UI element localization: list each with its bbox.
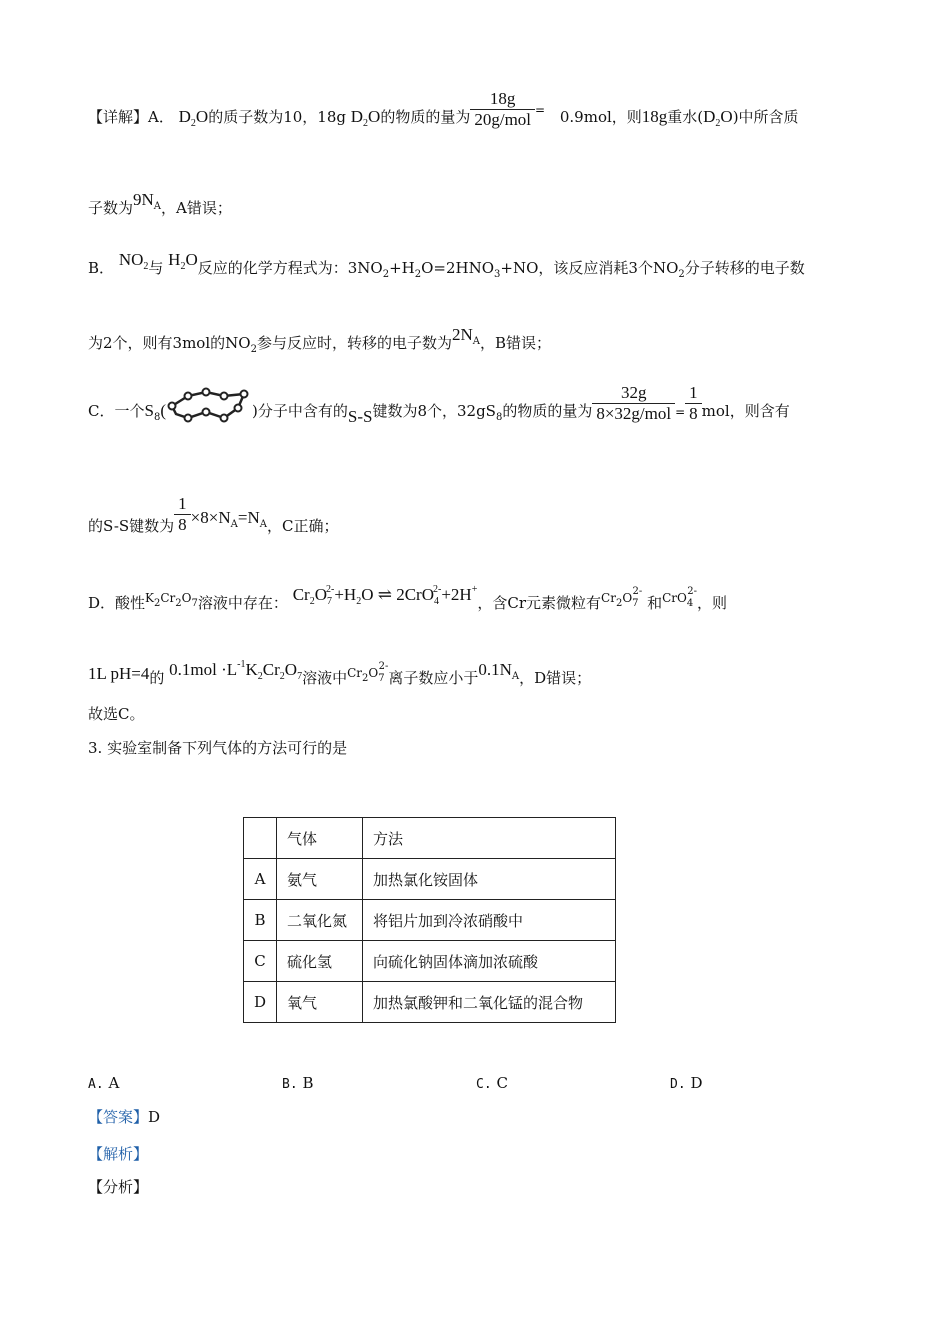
table-cell: 加热氯化铵固体 (363, 859, 616, 900)
table-header-method: 方法 (363, 818, 616, 859)
table-row (244, 941, 616, 982)
k2cr2o7-formula: K2Cr2O7 (145, 591, 198, 609)
s8-ring-structure-icon (166, 386, 252, 426)
question-text: 实验室制备下列气体的方法可行的是 (107, 739, 348, 757)
table-row (244, 859, 616, 900)
no2-formula: $NO_2$ (118, 250, 149, 272)
conclusion: 故选C。 (88, 705, 145, 723)
methods-table (243, 817, 616, 1023)
cr2o7-ion: Cr2O72- (347, 661, 389, 684)
answer-label: 【答案】 (88, 1108, 149, 1126)
table-cell: D (244, 982, 277, 1023)
option-d-label: D．酸性 (88, 594, 146, 612)
table-cell: 二氧化氮 (277, 900, 363, 941)
fraction-1-over-8: $\frac{1}{8}$ (685, 383, 702, 424)
option-a-label: A． (148, 108, 174, 126)
table-cell: 硫化氢 (277, 941, 363, 982)
table-cell: B (244, 900, 277, 941)
table-cell: 氧气 (277, 982, 363, 1023)
table-header-gas: 气体 (277, 818, 363, 859)
detail-d-line1: D．酸性$^{K_2Cr_2O_7}$溶液中存在： $Cr_2O_7^{2-}+H_2O$ ⇌ 2CrO$_4^{2-}$+2H+，含Cr元素微粒有$^{Cr_2O_7^{2-}}$ 和$^{CrO_4^{2-}}$，则 (88, 584, 727, 612)
option-b-label: B． (88, 259, 115, 277)
table-cell: 将铝片加到冷浓硝酸中 (363, 900, 616, 941)
table-cell: 向硫化钠固体滴加浓硫酸 (363, 941, 616, 982)
cro4-ion: CrO42- (662, 586, 697, 609)
question-3 (88, 738, 347, 758)
detail-b-line1: B． $NO_2$与 $H_2O$反应的化学方程式为：$3NO_2+H_2O=2HNO_3+NO$，该反应消耗3个$NO_2$分子转移的电子数 (88, 250, 805, 280)
concentration-k2cr2o7: $0.1mol \cdot L^{-1}K_2Cr_2O_7$ (169, 659, 303, 682)
detail-c-line1: C．一个$S_8$( )分子中含有的S-S键数为8个，$32gS_8$的物质的量为 $\frac{32g}{\text{8×32g/mol}}$ = $\frac{1}{8}$ mol，则含有 (88, 382, 790, 426)
detail-c-line2: 的S-S键数为 $\frac{1}{8}$ $\times 8\times N^A=N^A$，C正确； (88, 493, 339, 535)
d2o-formula: $D_2O$ (350, 107, 381, 129)
analysis-label: 【解析】 (88, 1145, 149, 1163)
answer-option-b[interactable]: B. B (282, 1074, 314, 1092)
fraction-1-over-8: $\frac{1}{8}$ (174, 494, 191, 535)
d2o-formula: $D_2O$ (703, 107, 733, 129)
h2o-formula: $H_2O$ (168, 250, 198, 272)
table-cell: A (244, 859, 277, 900)
table-cell: 加热氯酸钾和二氧化锰的混合物 (363, 982, 616, 1023)
detail-a-line1: 【详解】A． $D_2O$的质子数为10，18g $D_2O$的物质的量为 $\frac{18g}{\text{20g/mol}}$ = 0.9mol，则18g重水$(D_2O)$中所含质 (88, 88, 799, 129)
table-cell: C (244, 941, 277, 982)
question-number: 3. (88, 739, 103, 757)
detail-a-line2: 子数为$9N^A$，A错误； (88, 190, 232, 217)
detail-d-line2: 1L pH=4的 $0.1mol \cdot L^{-1}K_2Cr_2O_7$溶液中$^{Cr_2O_7^{2-}}$离子数应小于$0.1N^A$，D错误； (88, 659, 592, 687)
fraction-32g-over-8x32gmol: $\frac{32g}{\text{8×32g/mol}}$ (592, 383, 675, 424)
table-row (244, 982, 616, 1023)
answer-option-a[interactable]: A. A (88, 1074, 120, 1092)
table-row (244, 900, 616, 941)
table-cell: 氨气 (277, 859, 363, 900)
cr2o7-ion: Cr2O72- (601, 586, 643, 609)
option-c-label: C．一个 (88, 402, 145, 420)
answer-line (88, 1107, 160, 1127)
answer-option-d[interactable]: D. D (670, 1074, 703, 1092)
table-header-row (244, 818, 616, 859)
answer-value: D (148, 1108, 161, 1126)
answer-option-c[interactable]: C. C (476, 1074, 508, 1092)
d2o-formula: $D_2O$ (178, 107, 209, 129)
table-cell (244, 818, 277, 859)
fraction-18g-over-20gmol: $\frac{18g}{\text{20g/mol}}$ (470, 89, 535, 130)
detail-tag: 【详解】 (88, 108, 149, 126)
detail-b-line2: 为2个，则有3mol的$NO_2$参与反应时，转移的电子数为$2N^A$，B错误； (88, 325, 551, 355)
fenxi-label: 【分析】 (88, 1178, 149, 1196)
cr2o7-ion-equation: $Cr_2O_7^{2-}+H_2O$ ⇌ 2CrO$_4^{2-}$+2H+ (292, 584, 478, 607)
